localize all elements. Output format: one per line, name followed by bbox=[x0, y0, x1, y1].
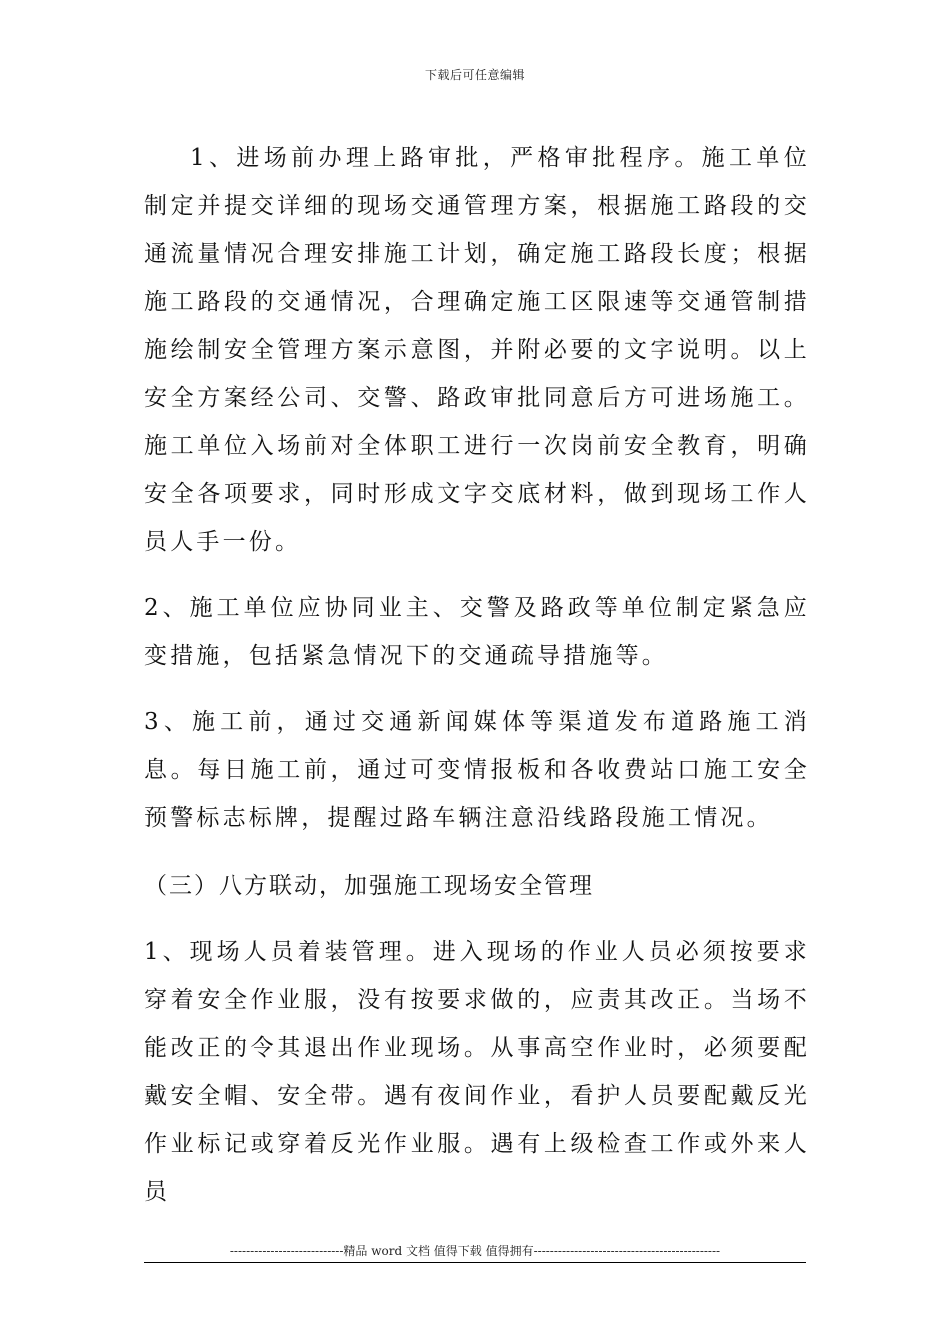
section-heading: （三）八方联动，加强施工现场安全管理 bbox=[144, 873, 594, 899]
footer-divider bbox=[144, 1262, 806, 1263]
paragraph-approval: 1、进场前办理上路审批，严格审批程序。施工单位制定并提交详细的现场交通管理方案，根据施工路段的交通流量情况合理安排施工计划，确定施工路段长度；根据施工路段的交通情况，合理确定施工区限速等交通管制措施绘制安全管理方案示意图，并附必要的文字说明。以上安全方案经公司、交警、路政审批同意后方可进场施工。施工单位入场前对全体职工进行一次岗前安全教育，明确安全各项要求，同时形成文字交底材料，做到现场工作人员人手一份。 bbox=[144, 145, 810, 555]
page-header: 下载后可任意编辑 bbox=[424, 68, 525, 82]
paragraph-publicity: 3、施工前，通过交通新闻媒体等渠道发布道路施工消息。每日施工前，通过可变情报板和各收费站口施工安全预警标志标牌，提醒过路车辆注意沿线路段施工情况。 bbox=[144, 709, 810, 831]
paragraph-attire: 1、现场人员着装管理。进入现场的作业人员必须按要求穿着安全作业服，没有按要求做的，应责其改正。当场不能改正的令其退出作业现场。从事高空作业时，必须要配戴安全帽、安全带。遇有夜间作业，看护人员要配戴反光作业标记或穿着反光作业服。遇有上级检查工作或外来人员 bbox=[144, 939, 810, 1205]
page-footer: ----------------------------精品 word 文档 值得下载 值得拥有---------------------------------------------- bbox=[229, 1244, 721, 1258]
paragraph-emergency: 2、施工单位应协同业主、交警及路政等单位制定紧急应变措施，包括紧急情况下的交通疏导措施等。 bbox=[144, 595, 810, 669]
document-body bbox=[144, 134, 810, 1216]
